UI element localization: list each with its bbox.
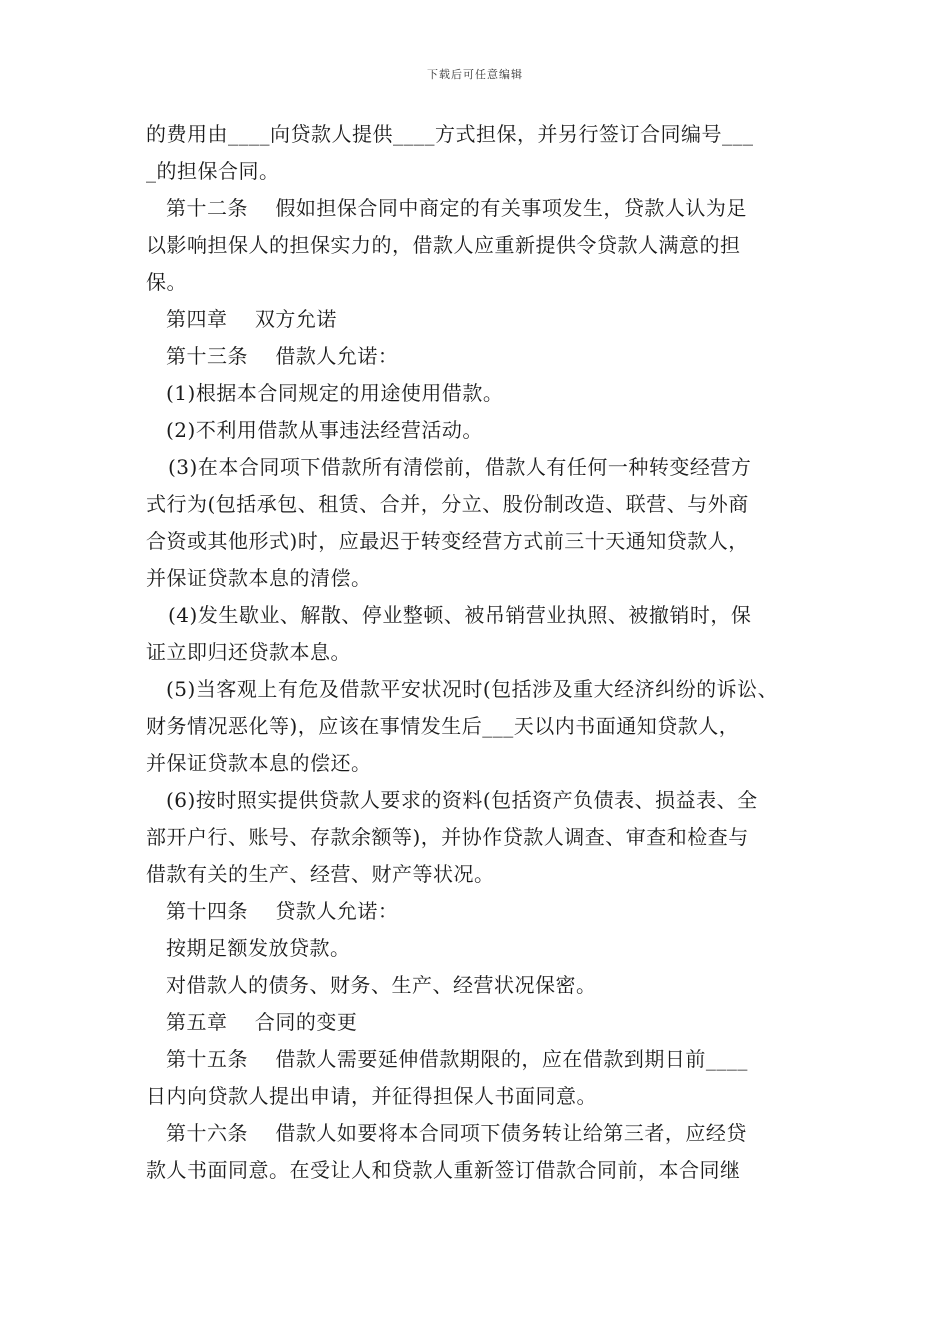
text-line: _的担保合同。	[146, 159, 280, 183]
text-line: 的费用由____向贷款人提供____方式担保，并另行签订合同编号___	[146, 122, 754, 146]
text-line: 并保证贷款本息的偿还。	[146, 751, 372, 775]
text-line: 部开户行、账号、存款余额等)，并协作贷款人调查、审查和检查与	[146, 825, 749, 849]
list-item: (6)按时照实提供贷款人要求的资料(包括资产负债表、损益表、全	[166, 788, 758, 812]
text-line: 日内向贷款人提出申请，并征得担保人书面同意。	[146, 1084, 597, 1108]
article-14-line: 第十四条 贷款人允诺：	[166, 899, 399, 923]
text-line: 以影响担保人的担保实力的，借款人应重新提供令贷款人满意的担	[146, 233, 741, 257]
chapter-5-heading: 第五章 合同的变更	[166, 1010, 358, 1034]
list-item: (1)根据本合同规定的用途使用借款。	[166, 381, 504, 405]
document-body	[146, 116, 811, 1189]
list-item: (4)发生歇业、解散、停业整顿、被吊销营业执照、被撤销时，保	[168, 603, 752, 627]
chapter-4-heading: 第四章 双方允诺	[166, 307, 337, 331]
text-line: 合资或其他形式)时，应最迟于转变经营方式前三十天通知贷款人，	[146, 529, 749, 553]
text-line: 保。	[146, 270, 187, 294]
list-item: (2)不利用借款从事违法经营活动。	[166, 418, 483, 442]
text-line: 按期足额发放贷款。	[166, 936, 351, 960]
list-item: (5)当客观上有危及借款平安状况时(包括涉及重大经济纠纷的诉讼、	[166, 677, 779, 701]
text-line: 借款有关的生产、经营、财产等状况。	[146, 862, 495, 886]
page-header: 下载后可任意编辑	[427, 68, 523, 81]
text-line: 对借款人的债务、财务、生产、经营状况保密。	[166, 973, 597, 997]
text-line: 财务情况恶化等)，应该在事情发生后___天以内书面通知贷款人，	[146, 714, 740, 738]
article-13-line: 第十三条 借款人允诺：	[166, 344, 399, 368]
article-12-line: 第十二条 假如担保合同中商定的有关事项发生，贷款人认为足	[166, 196, 747, 220]
text-line: 款人书面同意。在受让人和贷款人重新签订借款合同前，本合同继	[146, 1158, 741, 1182]
text-line: 式行为(包括承包、租赁、合并，分立、股份制改造、联营、与外商	[146, 492, 749, 516]
text-line: 并保证贷款本息的清偿。	[146, 566, 372, 590]
article-16-line: 第十六条 借款人如要将本合同项下债务转让给第三者，应经贷	[166, 1121, 747, 1145]
text-line: 证立即归还贷款本息。	[146, 640, 351, 664]
list-item: (3)在本合同项下借款所有清偿前，借款人有任何一种转变经营方	[168, 455, 752, 479]
article-15-line: 第十五条 借款人需要延伸借款期限的，应在借款到期日前____	[166, 1047, 748, 1071]
